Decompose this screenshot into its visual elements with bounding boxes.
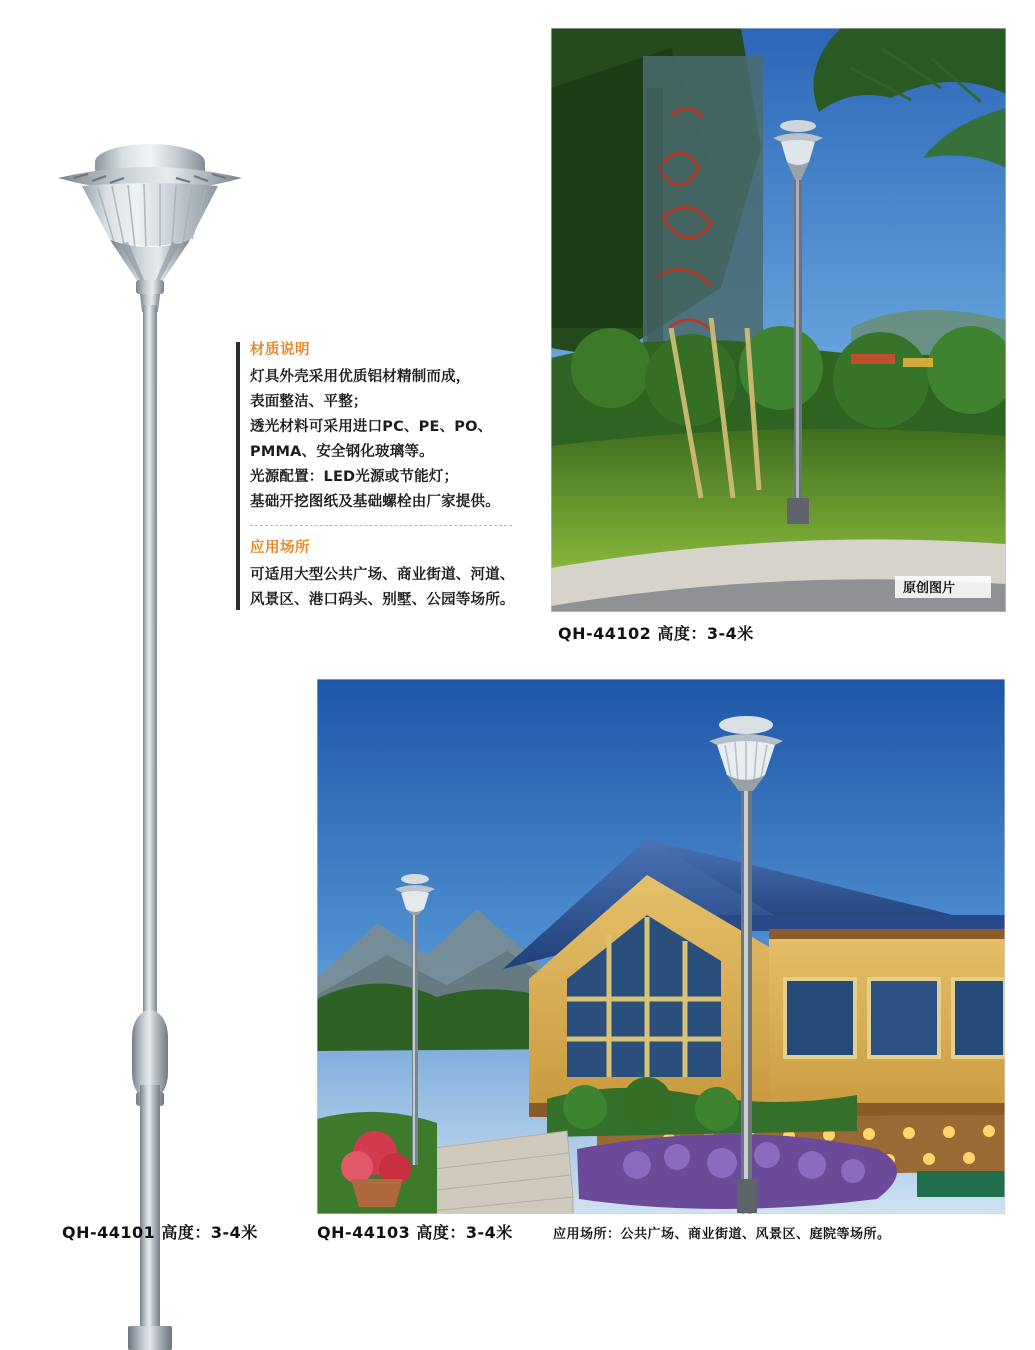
material-line-2: 表面整洁、平整； — [250, 394, 368, 410]
caption-qh44101: QH-44101 高度：3-4米 — [62, 1223, 258, 1242]
svg-text:原创图片: 原创图片 — [903, 581, 956, 596]
lamp-head-icon — [40, 130, 260, 310]
usage-heading: 应用场所 — [250, 540, 310, 556]
material-line-1: 灯具外壳采用优质铝材精制而成， — [250, 369, 471, 385]
product-illustration — [40, 130, 260, 1220]
pole-shaft — [143, 305, 157, 1025]
material-line-3: 透光材料可采用进口PC、PE、PO、 — [250, 419, 493, 435]
usage-line-2: 风景区、港口码头、别墅、公园等场所。 — [250, 592, 515, 608]
dashed-divider — [250, 525, 512, 526]
photo-courtyard-villa — [317, 679, 1005, 1214]
vertical-rule — [236, 342, 240, 610]
usage-line-1: 可适用大型公共广场、商业街道、河道、 — [250, 567, 515, 583]
photo-park-lamp — [551, 28, 1006, 612]
material-heading: 材质说明 — [250, 342, 310, 358]
pole-base — [128, 1326, 172, 1350]
material-line-6: 基础开挖图纸及基础螺栓由厂家提供。 — [250, 494, 500, 510]
material-line-5: 光源配置：LED光源或节能灯； — [250, 469, 459, 485]
material-line-4: PMMA、安全钢化玻璃等。 — [250, 444, 434, 460]
caption-qh44102: QH-44102 高度：3-4米 — [558, 624, 754, 643]
bottom-usage-note: 应用场所：公共广场、商业街道、风景区、庭院等场所。 — [553, 1227, 891, 1242]
caption-qh44103: QH-44103 高度：3-4米 — [317, 1223, 513, 1242]
specification-block — [236, 338, 536, 613]
pole-lower-shaft — [140, 1085, 160, 1350]
